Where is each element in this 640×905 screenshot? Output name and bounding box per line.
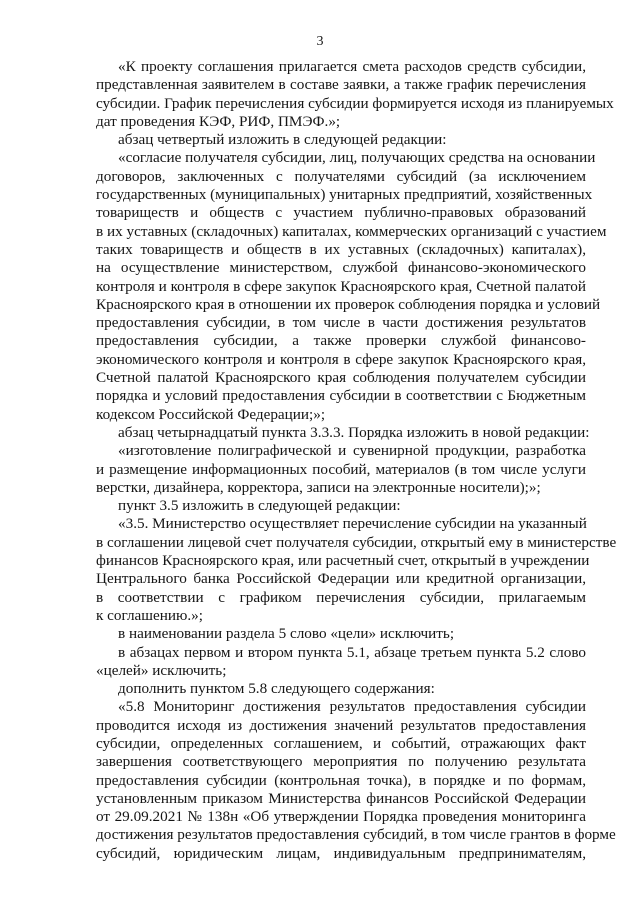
paragraph [96,515,617,625]
paragraph-line: «3.5. Министерство осуществляет перечисление субсидии на указанный [118,515,587,533]
paragraph [96,680,586,698]
paragraph-line: «изготовление полиграфической и сувенирной продукции, разработка [118,442,586,460]
paragraph-line: в абзацах первом и втором пункта 5.1, абзаце третьем пункта 5.2 слово [118,643,586,661]
paragraph-line: порядка и условий предоставления субсидии в соответствии с Бюджетным [96,387,586,405]
page-number: 3 [316,34,324,49]
paragraph-line: Центрального банка Российской Федерации или кредитной организации, [96,570,586,588]
paragraph-line: в их уставных (складочных) капиталах, коммерческих организаций с участием [96,222,607,240]
paragraph [96,58,614,131]
paragraph [96,149,607,423]
paragraph-line: «целей» исключить; [96,661,227,679]
paragraph-line: представленная заявителем в составе заявки, а также график перечисления [96,76,586,94]
paragraph-line: верстки, дизайнера, корректора, записи на электронные носители);»; [96,478,541,496]
paragraph-line: завершения соответствующего мероприятия по получению результата [96,753,586,771]
paragraph-line: субсидии, определенных соглашением, и событий, отражающих факт [96,734,586,752]
paragraph-line: товариществ и обществ с участием публично-правовых образований [96,204,586,222]
paragraph-line: на осуществление министерством, службой финансово-экономического [96,259,586,277]
paragraph-line: субсидии. График перечисления субсидии формируется исходя из планируемых [96,94,614,112]
paragraph [96,644,586,681]
paragraph [96,131,586,149]
paragraph-line: дат проведения КЭФ, РИФ, ПМЭФ.»; [96,112,341,130]
paragraph-line: экономического контроля и контроля в сфере закупок Красноярского края, [96,350,586,368]
paragraph-line: Красноярского края в отношении их проверок соблюдения порядка и условий [96,295,601,313]
paragraph [96,625,586,643]
paragraph-line: таких товариществ и обществ в их уставных (складочных) капиталах), [96,240,586,258]
paragraph-line: установленным приказом Министерства финансов Российской Федерации [96,789,586,807]
paragraph-line: абзац четырнадцатый пункта 3.3.3. Порядка изложить в новой редакции: [118,423,590,441]
paragraph-line: предоставления субсидии, в том числе в части достижения результатов [96,314,586,332]
paragraph-line: и размещение информационных пособий, материалов (в том числе услуги [96,460,586,478]
paragraph-line: государственных (муниципальных) унитарных предприятий, хозяйственных [96,186,593,204]
paragraph-line: финансов Красноярского края, или расчетный счет, открытый в учреждении [96,552,590,570]
paragraph-line: «согласие получателя субсидии, лиц, получающих средства на основании [118,149,596,167]
paragraph-line: в соглашении лицевой счет получателя субсидии, открытый ему в министерстве [96,533,617,551]
paragraph-line: в наименовании раздела 5 слово «цели» исключить; [118,625,455,643]
paragraph-line: предоставления субсидии, а также проверки службой финансово- [96,332,586,350]
paragraph-line: Счетной палатой Красноярского края соблюдения получателем субсидии [96,369,586,387]
paragraph-line: в соответствии с графиком перечисления субсидии, прилагаемым [96,588,586,606]
paragraph-line: субсидий, юридическим лицам, индивидуальным предпринимателям, [96,844,586,862]
paragraph-line: контроля и контроля в сфере закупок Красноярского края, Счетной палатой [96,277,586,295]
paragraph [96,497,586,515]
paragraph-line: пункт 3.5 изложить в следующей редакции: [118,497,401,515]
paragraph [96,442,586,497]
paragraph-line: абзац четвертый изложить в следующей редакции: [118,131,447,149]
paragraph-line: достижения результатов предоставления субсидий, в том числе грантов в форме [96,826,616,844]
paragraph [96,698,616,863]
paragraph-line: договоров, заключенных с получателями субсидий (за исключением [96,167,586,185]
paragraph-line: от 29.09.2021 № 138н «Об утверждении Порядка проведения мониторинга [96,808,586,826]
paragraph-line: проводится исходя из достижения значений результатов предоставления [96,716,586,734]
document-body [96,58,617,863]
paragraph-line: к соглашению.»; [96,606,203,624]
paragraph-line: предоставления субсидии (контрольная точка), в порядке и по формам, [96,771,586,789]
paragraph-line: «К проекту соглашения прилагается смета расходов средств субсидии, [118,58,586,75]
paragraph-line: «5.8 Мониторинг достижения результатов предоставления субсидии [118,698,586,716]
paragraph-line: кодексом Российской Федерации;»; [96,405,326,423]
paragraph-line: дополнить пунктом 5.8 следующего содержания: [118,680,435,698]
paragraph [96,423,590,442]
